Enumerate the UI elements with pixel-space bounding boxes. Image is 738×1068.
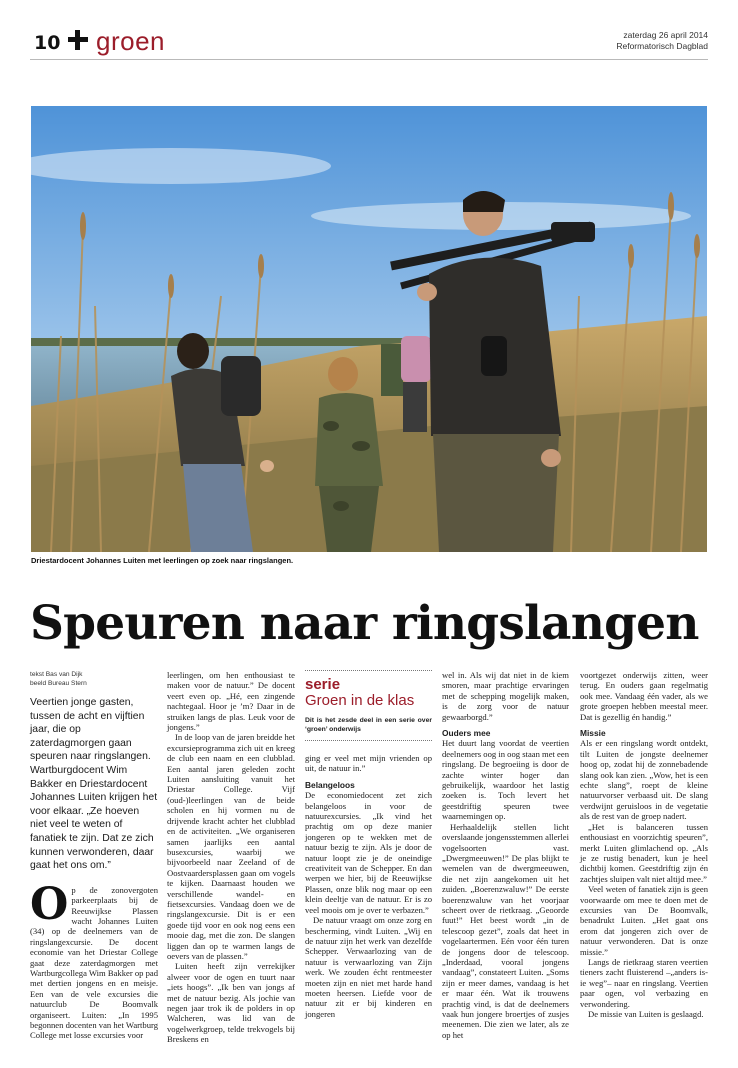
article-column-3 <box>305 670 432 1019</box>
article-column-5 <box>580 670 708 1019</box>
article-headline: Speuren naar ringslangen <box>30 596 699 651</box>
newspaper-name: Reformatorisch Dagblad <box>616 41 708 51</box>
paragraph-text: p de zonovergoten parkeerplaats bij de Reeuwijkse Plassen wacht Johannes Luiten (34) op de deelnemers van de ringslangexcursie. De docent economie van het Driestar College gaat deze zaterdagmorgen met Wartburgcollega Wim Bakker op pad met dertien jongens en en meisje. Een van de vele excursies die natuurclub De Boomvalk organiseert. Luiten: „In 1995 begonnen docenten van het Wartburg College met losse excursies voor <box>30 884 158 1041</box>
article-paragraph: „Het is balanceren tussen enthousiast en voorzichtig speuren”, merkt Luiten glimlachend op. „Als je ze rustig benadert, kun je heel dichtbij komen. Geestdriftig zijn én zachtjes sluipen valt niet altijd mee.” <box>580 821 708 884</box>
article-paragraph: De economiedocent zet zich belangeloos in voor de natuurexcursies. „Ik vind het prachtig om op deze manier jongeren op te wekken met de natuur bezig te zijn. Als je door de natuur loopt zie je de oneindige creativiteit van de Schepper. En dan werpen we hier, bij de Reeuwijkse Plassen, onze blik nog maar op een klein deeltje van de natuur. Er is zo veel moois om je over te verbazen.” <box>305 790 432 915</box>
photo-caption: Driestardocent Johannes Luiten met leerlingen op zoek naar ringslangen. <box>31 556 294 565</box>
article-paragraph: wel in. Als wij dat niet in de kiem smoren, maar prachtige ervaringen met de schepping mogelijk maken, is de zorg voor de natuur gewaarborgd.” <box>442 670 569 722</box>
article-paragraph: De missie van Luiten is geslaagd. <box>588 1009 704 1019</box>
series-description: Dit is het zesde deel in een serie over ‘groen’ onderwijs <box>305 717 432 733</box>
series-title: Groen in de klas <box>305 692 415 709</box>
header-info <box>616 30 708 52</box>
subheading: Belangeloos <box>305 779 355 790</box>
photo-illustration <box>31 106 707 552</box>
subheading: Ouders mee <box>442 728 491 739</box>
article-paragraph: In de loop van de jaren breidde het excursieprogramma zich uit en kreeg de club een naam en een clubblad. Een aantal jaren geleden zocht Luiten aansluiting vanuit het Driestar College. Vijf (oud-)leerlingen van de beide scholen en hij vormen nu de drijvende kracht achter het clubblad en de activiteiten. „We organiseren samen jaarlijks een aantal busexcursies, waarbij we bijvoorbeeld naar Zeeland of de Oostvaardersplassen gaan om vogels te kijken. Daarnaast houden we verschillende wandel- en fietsexcursies. Vandaag doen we de ringslangexcursie. Dit is er een goede tijd voor en ook nog eens een mooie dag, met die zon. De slangen liggen dan op te warmen langs de oevers van de plassen.” <box>167 732 295 961</box>
byline <box>30 670 158 688</box>
article-paragraph: Herhaaldelijk stellen licht overslaande jongensstemmen allerlei vogelsoorten vast. „Dwergmeeuwen!” De plas blijkt te wemelen van de dwergmeeuwen, die net zijn aangekomen uit het zuiden. „Boerenzwaluw!” De eerste boerenzwaluw van het voorjaar scheert over de rietkraag. „Geoorde fuut!” Het beest wordt „in de telescoop gezet”, zoals dat heet in vogelaartermen. Eén voor één turen de jongens door de telescoop. „Inderdaad, vooral jongens vandaag”, constateert Luiten. „Soms zijn er meer dames, vandaag is het er maar één. Wat ik trouwens prachtig vind, is dat de deelnemers vaak hun jongere broertjes of zusjes meenemen. Die zien we later, als ze op het <box>442 821 569 1040</box>
article-column-1 <box>30 670 158 1041</box>
article-paragraph: leerlingen, om hen enthousiast te maken voor de natuur.” De docent veert even op. „Hé, een zingende nachtegaal. Hoor je ’m? Daar in de struiken langs de plas. Leuk voor de jongens.” <box>167 670 295 733</box>
plus-icon <box>68 30 88 50</box>
credit-text: tekst Bas van Dijk <box>30 671 83 678</box>
series-box <box>305 670 432 741</box>
subheading: Missie <box>580 728 606 739</box>
article-paragraph: De natuur vraagt om onze zorg en bescherming, vindt Luiten. „Wij en de natuur zijn het werk van dezelfde Schepper. Verwaarlozing van de natuur is verwaarlozing van Zijn werk. We zouden écht rentmeester moeten zijn en niet met harde hand moeten heersen. Liefde voor de natuur zit er bij kinderen en jongeren <box>305 915 432 1019</box>
article-paragraph <box>30 878 158 1041</box>
drop-cap: O <box>30 878 69 930</box>
article-paragraph: voortgezet onderwijs zitten, weer terug. En ouders gaan regelmatig ook mee. Vandaag één vader, als we grote groepen hebben meestal meer. Dat is gezellig én handig.” <box>580 670 708 722</box>
article-paragraph: Veel weten of fanatiek zijn is geen voorwaarde om mee te doen met de excursies van De Boomvalk, benadrukt Luiten. „Het gaat ons erom dat jongeren zich over de natuur verwonderen. Dat is onze missie.” <box>580 884 708 957</box>
issue-date: zaterdag 26 april 2014 <box>623 30 708 40</box>
credit-photo: beeld Bureau Stern <box>30 680 87 687</box>
article-paragraph: ging er veel met mijn vrienden op uit, de natuur in.” <box>305 753 432 774</box>
section-title: groen <box>96 26 165 56</box>
article-paragraph: Als er een ringslang wordt ontdekt, tilt Luiten de jongste deelnemer hoog op, zodat hij de zonnebadende slang ook kan zien. „Wow, het is een echte slang”, roept de kleine natuurvorser verbaasd uit. De slang verdwijnt geruisloos in de vegetatie als de rest van de groep nadert. <box>580 738 708 822</box>
page-number: 10 <box>34 32 61 54</box>
series-label: serie <box>305 676 341 693</box>
article-photo <box>31 106 707 552</box>
page-header <box>30 26 708 60</box>
article-paragraph: Langs de rietkraag staren veertien tieners zacht fluisterend –„anders is-ie weg”– naar en ringslang. Veertien paar ogen, vol verbazing en verwondering. <box>580 956 708 1009</box>
article-paragraph: Luiten heeft zijn verrekijker alweer voor de ogen en tuurt naar „iets hoogs”. „Ik ben van jongs af met de natuur bezig. Als jochie van negen jaar trok ik de polders in op Walcheren, was lid van de vogelwerkgroep, telde trekvogels bij Breskens en <box>167 961 295 1045</box>
article-column-4 <box>442 670 569 1040</box>
article-intro: Veertien jonge gasten, tussen de acht en vijftien jaar, die op zaterdagmorgen gaan speuren naar ringslangen. Wartburgdocent Wim Bakker en Driestardocent Johannes Luiten krijgen het voor elkaar. „Ze hoeven niet veel te weten of fanatiek te zijn. Dat ze zich kunnen verwonderen, daar gaat het ons om.” <box>30 697 158 872</box>
article-column-2 <box>167 670 295 1045</box>
article-paragraph: Het duurt lang voordat de veertien deelnemers oog in oog staan met een ringslang. De begroeiing is door de zachte winter hoger dan gebruikelijk, waardoor het lastig zoeken is. Toch levert het geestdriftig speuren twee waarnemingen op. <box>442 738 569 822</box>
